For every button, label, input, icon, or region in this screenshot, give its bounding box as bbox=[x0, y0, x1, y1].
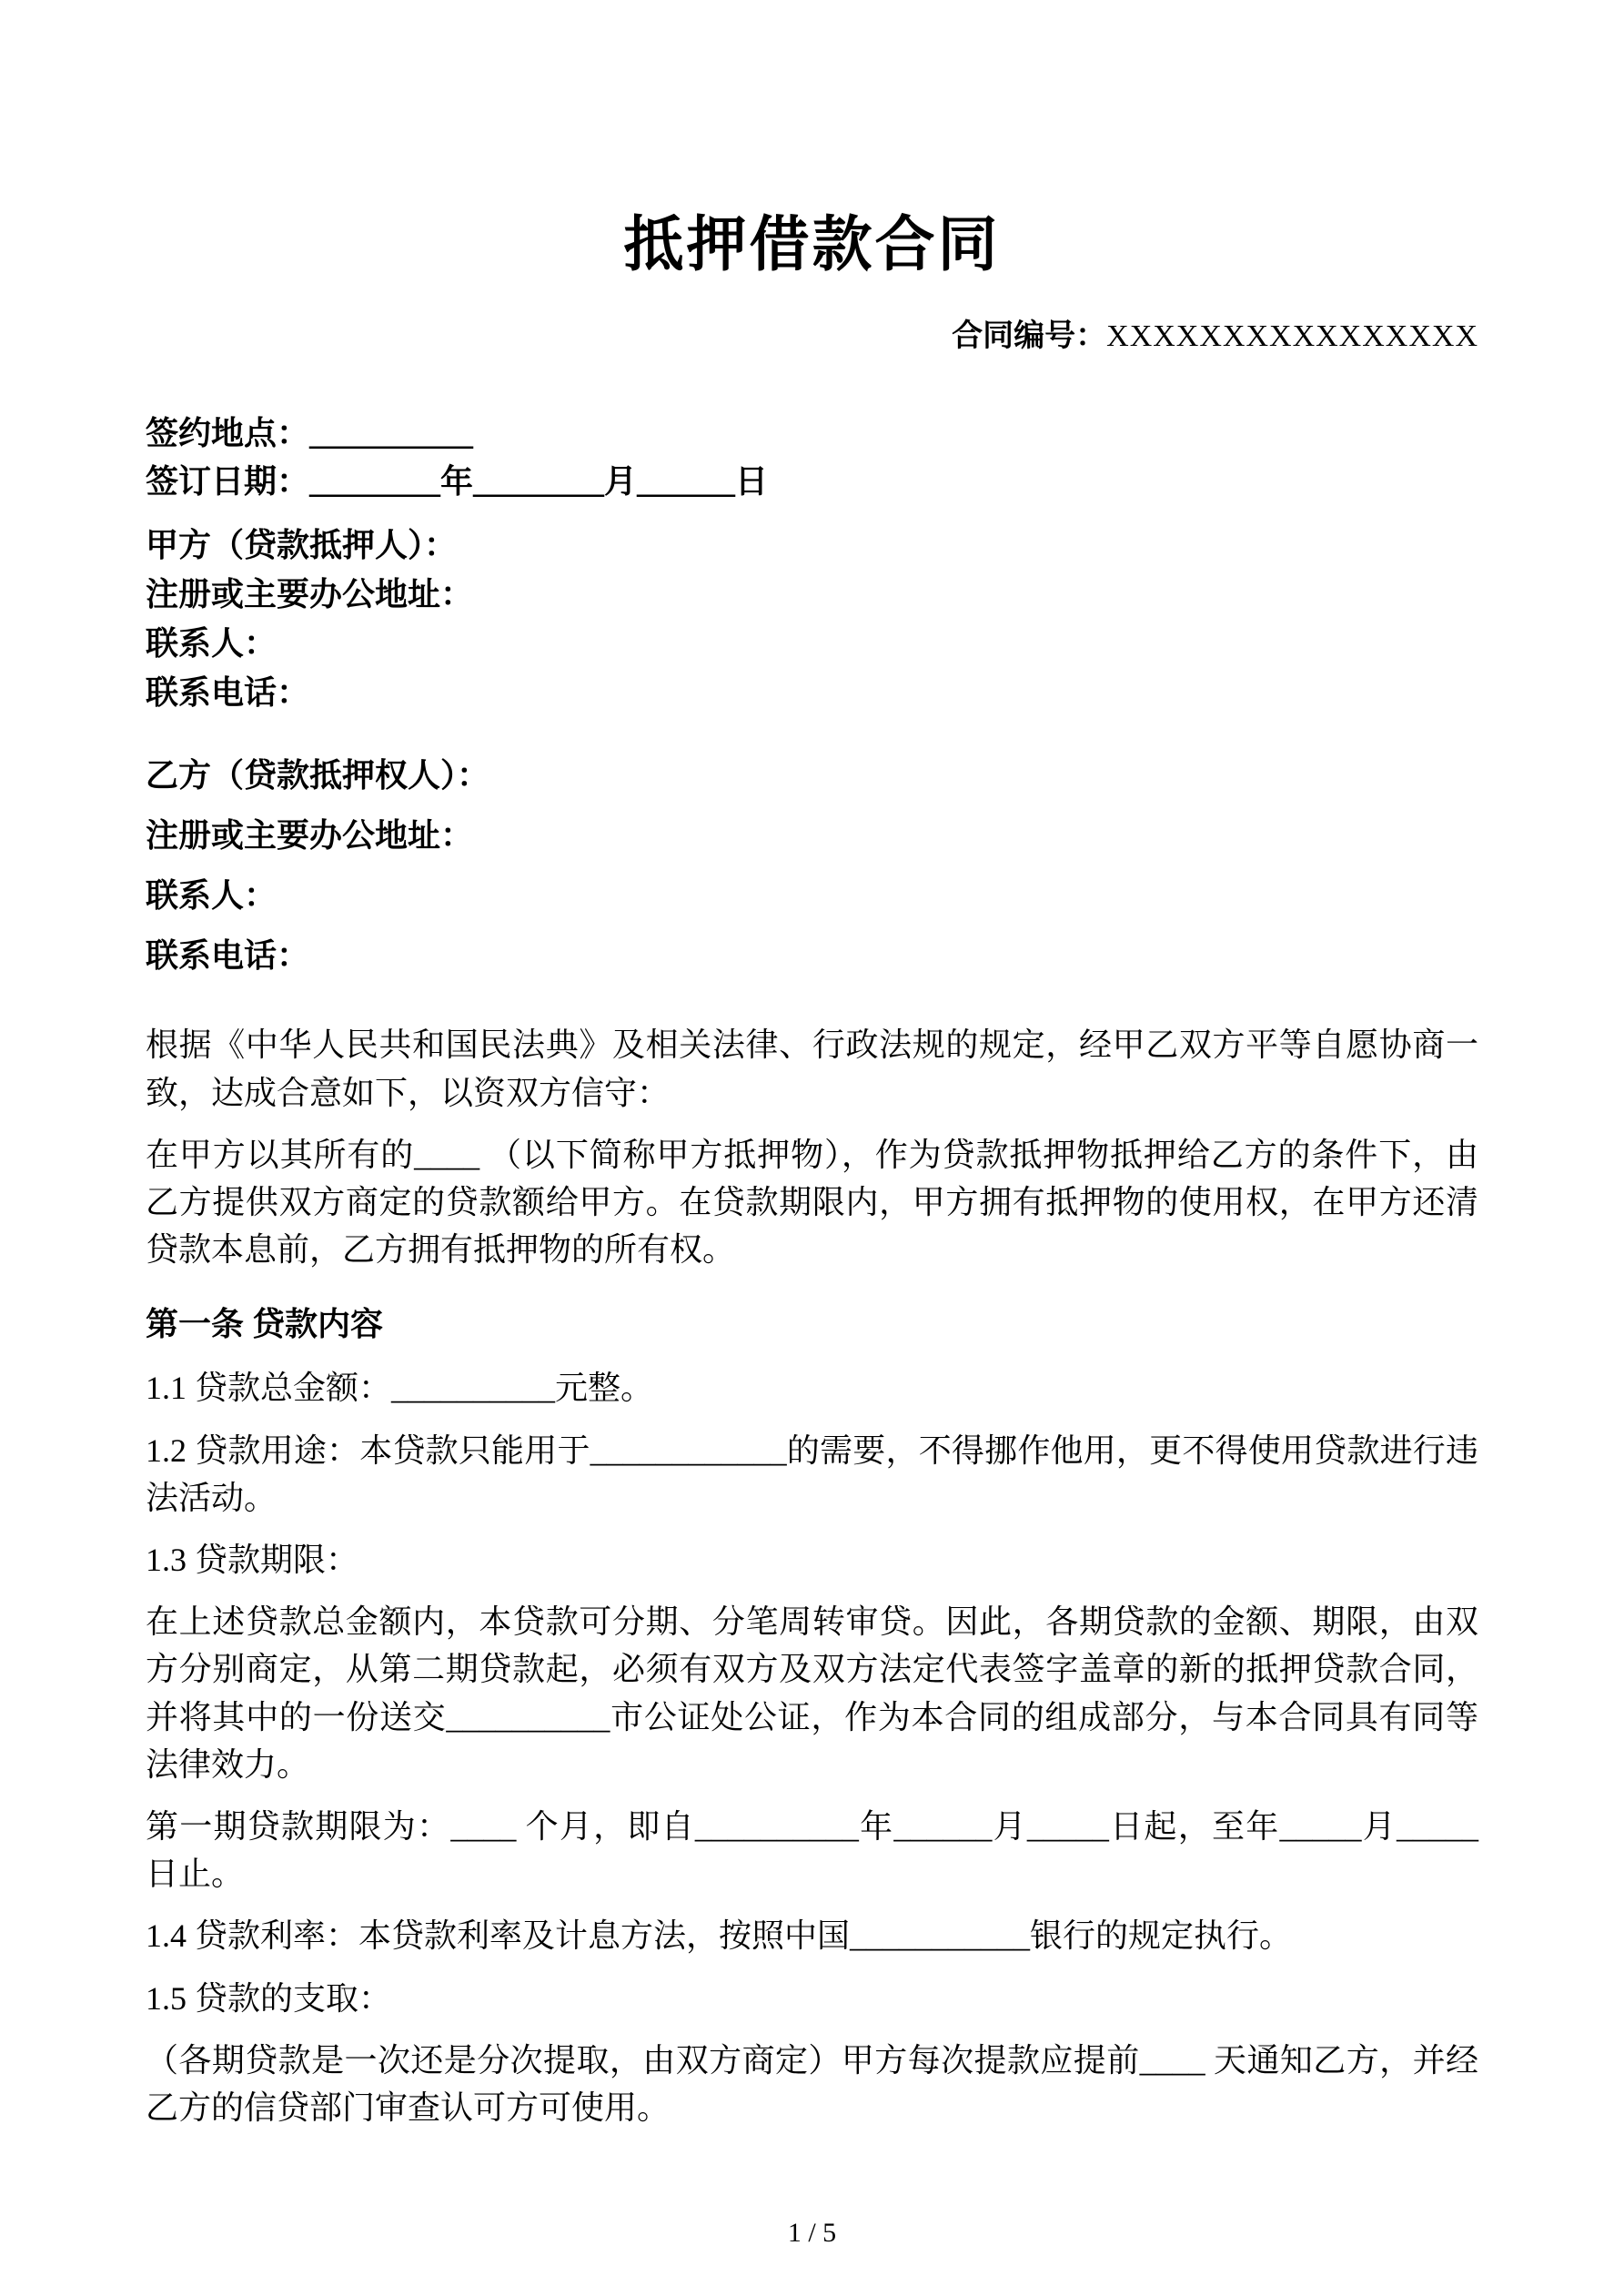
party-a-block bbox=[146, 521, 1478, 717]
signing-info bbox=[146, 410, 1478, 504]
party-b-contact-line: 联系人： bbox=[146, 876, 277, 914]
clause-1-3: 1.3 贷款期限： bbox=[146, 1542, 359, 1579]
preamble-section bbox=[146, 1021, 1478, 1273]
preamble-paragraph-2: 在甲方以其所有的____ （以下简称甲方抵押物），作为贷款抵押物抵押给乙方的条件下，由乙方提供双方商定的贷款额给甲方。在贷款期限内，甲方拥有抵押物的使用权，在甲方还清贷款本息前，乙方拥有抵押物的所有权。 bbox=[146, 1136, 1478, 1269]
contract-number-label: 合同编号： bbox=[952, 319, 1107, 354]
party-a-name-line: 甲方（贷款抵押人）： bbox=[146, 526, 458, 563]
contract-number-value: XXXXXXXXXXXXXXXX bbox=[1106, 319, 1478, 354]
party-b-name-line: 乙方（贷款抵押权人）： bbox=[146, 756, 490, 794]
page-number-indicator: 1 / 5 bbox=[787, 2218, 837, 2248]
clause-1-5: 1.5 贷款的支取： bbox=[146, 1979, 392, 2017]
signing-date-line: 签订日期：________年________月______日 bbox=[146, 462, 769, 500]
party-b-address-line: 注册或主要办公地址： bbox=[146, 816, 474, 854]
contract-number-line bbox=[146, 314, 1478, 359]
document-title: 抵押借款合同 bbox=[623, 212, 1001, 278]
clause-1-3-body-1: 在上述贷款总金额内，本贷款可分期、分笔周转审贷。因此，各期贷款的金额、期限，由双方分别商定，从第二期贷款起，必须有双方及双方法定代表签字盖章的新的抵押贷款合同，并将其中的一份送交__________市公证处公证，作为本合同的组成部分，与本合同具有同等法律效力。 bbox=[146, 1603, 1478, 1783]
signing-location-line: 签约地点：__________ bbox=[146, 415, 474, 452]
article-1-section bbox=[146, 1300, 1478, 2131]
party-b-phone-line: 联系电话： bbox=[146, 937, 310, 975]
party-a-address-line: 注册或主要办公地址： bbox=[146, 576, 474, 613]
party-a-phone-line: 联系电话： bbox=[146, 674, 310, 712]
clause-1-5-body: （各期贷款是一次还是分次提取，由双方商定）甲方每次提款应提前____ 天通知乙方，并经乙方的信贷部门审查认可方可使用。 bbox=[146, 2041, 1478, 2126]
party-a-contact-line: 联系人： bbox=[146, 625, 277, 663]
clause-1-4: 1.4 贷款利率：本贷款利率及计息方法，按照中国___________银行的规定执行。 bbox=[146, 1917, 1293, 1955]
party-b-block bbox=[146, 752, 1478, 980]
article-1-heading: 第一条 贷款内容 bbox=[146, 1306, 384, 1343]
clause-1-1: 1.1 贷款总金额：__________元整。 bbox=[146, 1370, 654, 1407]
preamble-paragraph-1: 根据《中华人民共和国民法典》及相关法律、行政法规的规定，经甲乙双方平等自愿协商一致，达成合意如下，以资双方信守： bbox=[146, 1027, 1478, 1111]
clause-1-2: 1.2 贷款用途：本贷款只能用于____________的需要，不得挪作他用，更不得使用贷款进行违法活动。 bbox=[146, 1431, 1478, 1516]
clause-1-3-body-2: 第一期贷款期限为：____ 个月，即自__________年______月_____日起，至年_____月_____日止。 bbox=[146, 1807, 1478, 1893]
